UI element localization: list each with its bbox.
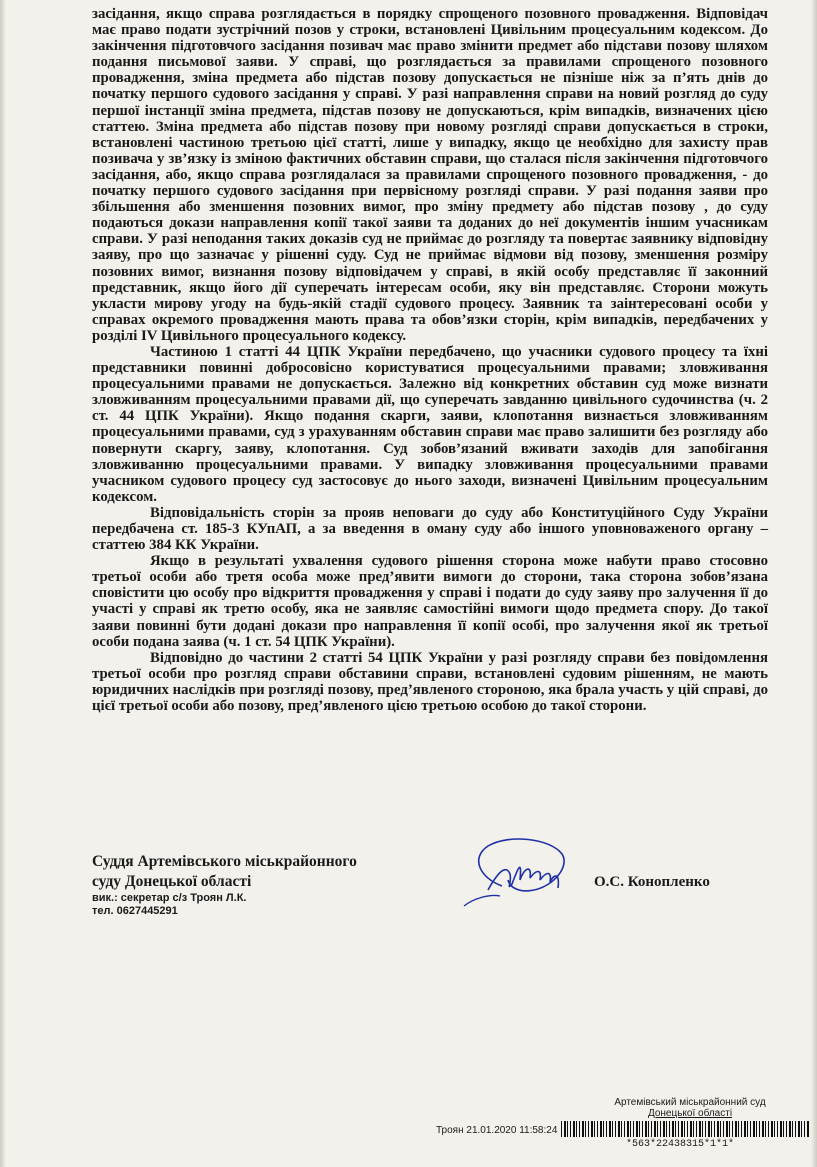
paragraph-5: Відповідно до частини 2 статті 54 ЦПК України у разі розгляду справи без повідомлення третьої особи про розгляд справи обставини справи, встановлені судовим рішенням, не мають юридичних наслідків при розгляді позову, пред’явленого стороною, яка брала участь у цій справі, до цієї третьої особи або позову, пред’явленого цією третьою особою до такої сторони. [92, 649, 768, 715]
handwritten-signature [450, 828, 600, 918]
footer-stamp: Троян 21.01.2020 11:58:24 [436, 1125, 558, 1136]
judge-title-line2: суду Донецької області [92, 873, 252, 890]
paragraph-4: Якщо в результаті ухвалення судового рішення сторона може набути право стосовно третьої особи або третя особа може пред’явити вимоги до сторони, така сторона зобов’язана сповістити цю особу про відкриття провадження у справі і подати до суду заяву про залучення її до участі у справі як третю особу, яка не заявляє самостійні вимоги щодо предмета спору. До такої заяви повинні бути додані докази про направлення її копії особі, про залучення якої як третьої особи подана заява (ч. 1 ст. 54 ЦПК України). [92, 553, 768, 650]
footer-court-line1: Артемівський міськрайонний суд [614, 1097, 766, 1108]
page-edge-right [811, 0, 817, 1167]
judge-title [92, 852, 357, 892]
secretary-info [92, 892, 246, 918]
footer-court [590, 1097, 790, 1119]
judge-name: О.С. Конопленко [594, 874, 710, 890]
paragraph-1: засідання, якщо справа розглядається в порядку спрощеного позовного провадження. Відповідач має право подати зустрічний позов у строки, встановлені Цивільним процесуальним кодексом. До закінчення підготовчого засідання позивач має право змінити предмет або підстави позову шляхом подання письмової заяви. У справі, що розглядається за правилами спрощеного позовного провадження, зміна предмета або підстав позову допускається не пізніше ніж за п’ять днів до початку першого судового засідання у справі. У разі направлення справи на новий розгляд до суду першої інстанції зміна предмета, підстав позову не допускаються, крім випадків, визначених цією статтею. Зміна предмета або підстав позову при новому розгляді справи допускається в строки, встановлені частиною третьою цієї статті, лише у випадку, якщо це необхідно для захисту прав позивача у зв’язку із зміною фактичних обставин справи, що сталася після закінчення підготовчого засідання, або, якщо справа розглядалася за правилами спрощеного позовного провадження, - до початку першого судового засідання при первісному розгляді справи. У разі подання заяви про збільшення або зменшення позовних вимог, про зміну предмету або підстав позову , до суду подаються докази направлення копії такої заяви та доданих до неї документів іншим учасникам справи. У разі неподання таких доказів суд не приймає до розгляду та повертає заявнику відповідну заяву, про що зазначає у рішенні суду. Суд не приймає відмови від позову, зменшення розміру позовних вимог, визнання позову відповідачем у справі, в якій особу представляє її законний представник, якщо його дії суперечать інтересам особи, яку він представляє. Сторони можуть укласти мирову угоду на будь-якій стадії судового процесу. Заявник та заінтересовані особи у справах окремого провадження мають права та обов’язки сторін, крім випадків, передбачених у розділі IV Цивільного процесуального кодексу. [92, 6, 768, 344]
barcode-text: *563*22438315*1*1* [626, 1139, 735, 1150]
secretary-line: вик.: секретар с/з Троян Л.К. [92, 892, 247, 904]
judge-title-line1: Суддя Артемівського міськрайонного [92, 853, 357, 870]
phone-line: тел. 0627445291 [92, 905, 178, 917]
page-edge-left [0, 0, 6, 1167]
barcode [561, 1121, 809, 1137]
paragraph-3: Відповідальність сторін за прояв неповаги до суду або Конституційного Суду України передбачена ст. 185-3 КУпАП, а за введення в оману суду або іншого уповноваженого органу – статтею 384 КК України. [92, 504, 768, 554]
paragraph-2: Частиною 1 статті 44 ЦПК України передбачено, що учасники судового процесу та їхні представники повинні добросовісно користуватися процесуальними правами; зловживання процесуальними правами не допускається. Залежно від конкретних обставин суд може визнати зловживанням процесуальними правами дії, що суперечать завданню цивільного судочинства (ч. 2 ст. 44 ЦПК України). Якщо подання скарги, заяви, клопотання визнається зловживанням процесуальними правами, суд з урахуванням обставин справи має право залишити без розгляду або повернути скаргу, заяву, клопотання. Суд зобов’язаний вживати заходів для запобігання зловживанню процесуальними правами. У випадку зловживання процесуальними правами учасником судового процесу суд застосовує до нього заходи, визначені Цивільним процесуальним кодексом. [92, 343, 768, 505]
document-body [92, 6, 768, 714]
footer-court-line2: Донецької області [647, 1108, 733, 1119]
